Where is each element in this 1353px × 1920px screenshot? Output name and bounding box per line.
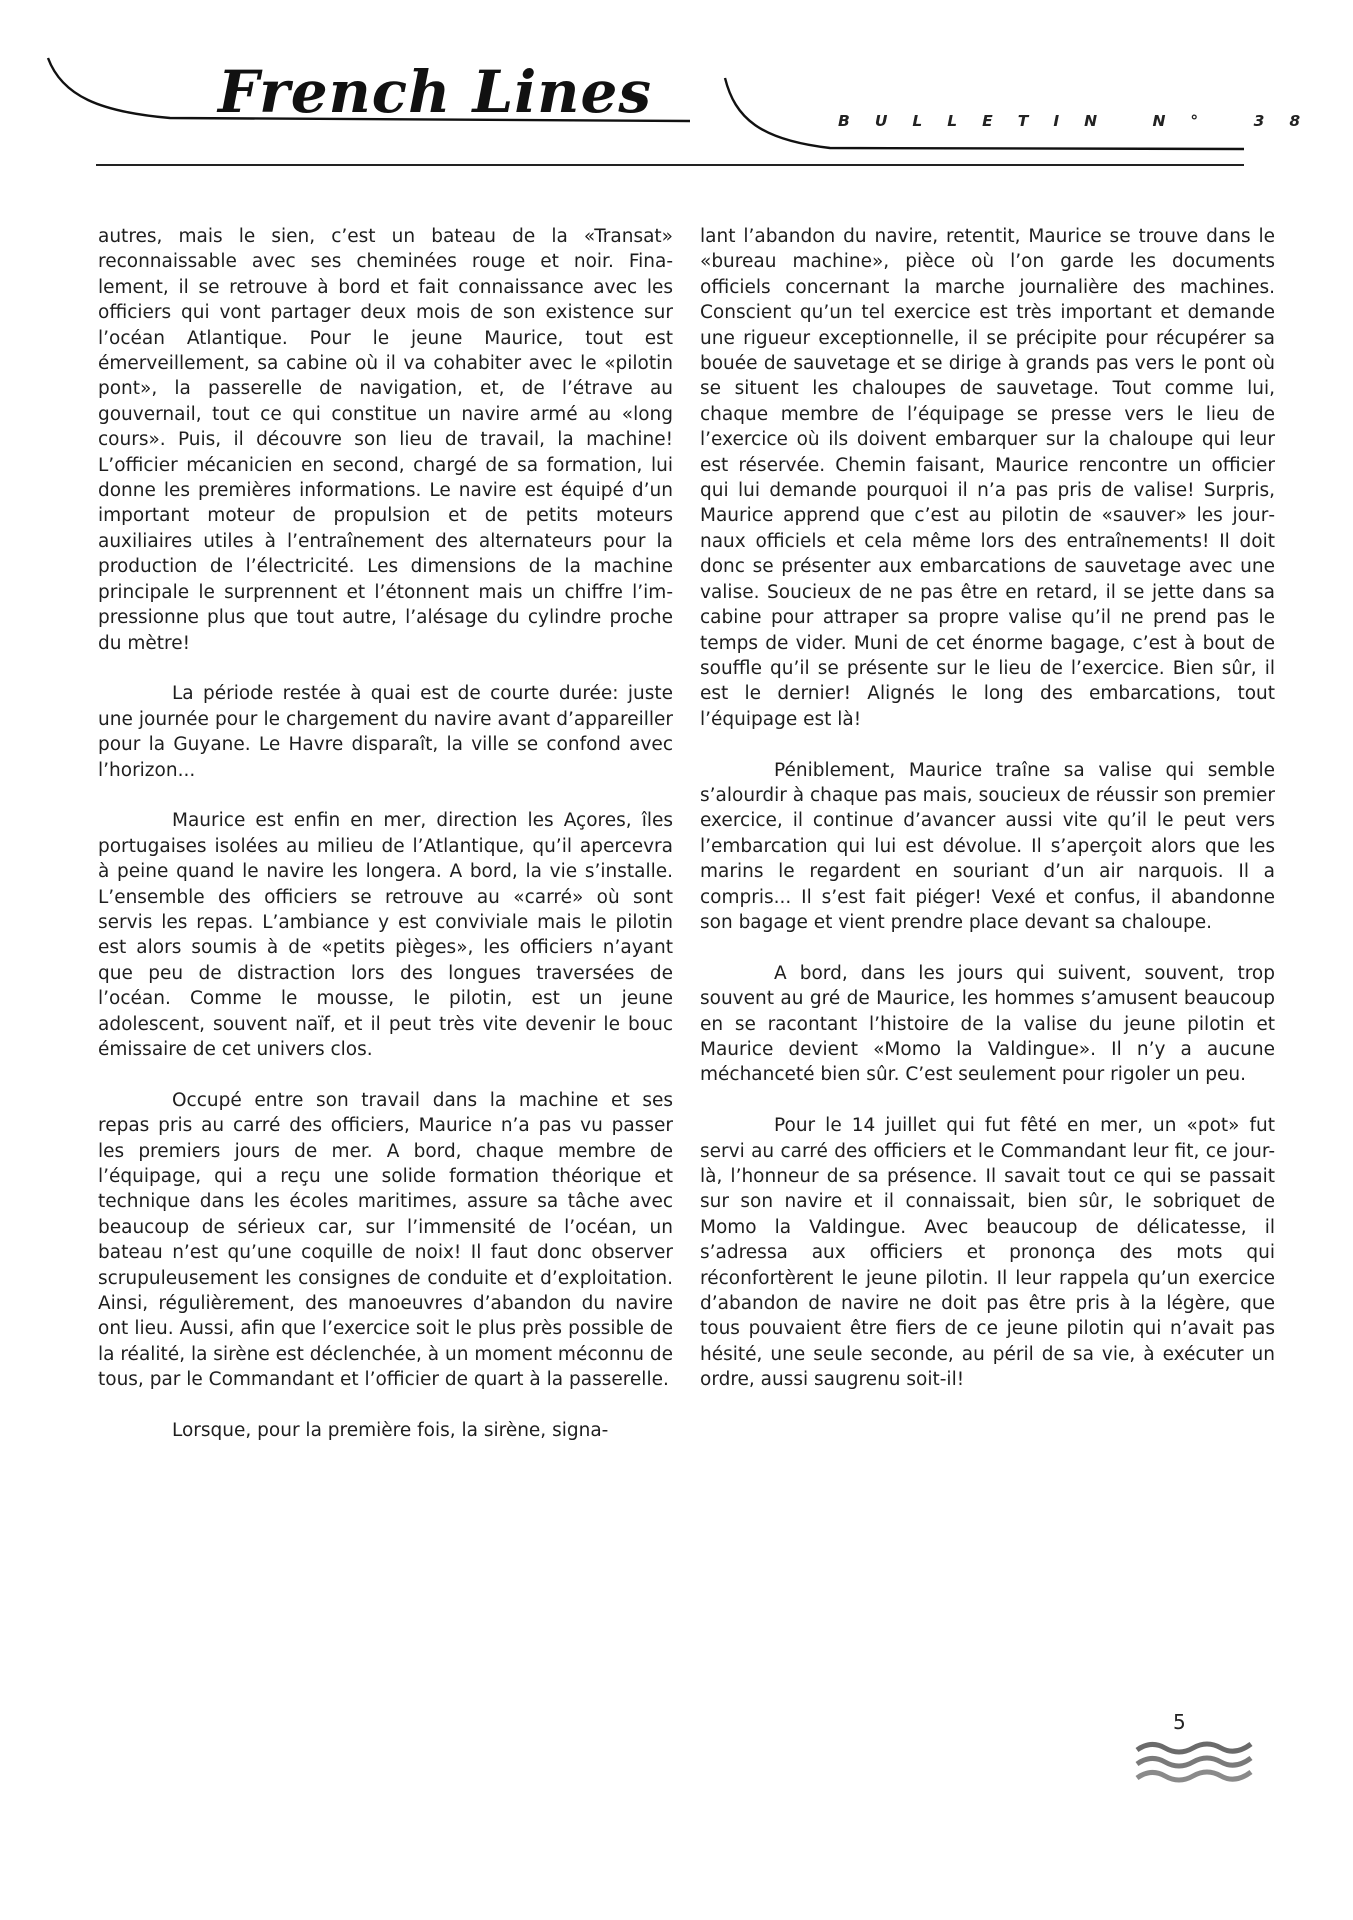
paragraph: Maurice est enfin en mer, direction les Açores, îles portugaises isolées au milieu de l’Atlantique, qu’il apercevra à peine quand le navire les longera. A bord, la vie s’installe. L’ensemble des officiers se retrouve au «carré» où sont servis les repas. L’ambiance y est conviviale mais le pilotin est alors soumis à de «petits pièges», les officiers n’ayant que peu de distraction lors des longues traversées de l’océan. Comme le mousse, le pilotin, est un jeune adolescent, souvent naïf, et il peut très vite devenir le bouc émissaire de cet univers clos. [98,810,673,1060]
left-column [98,224,673,1443]
paragraph: A bord, dans les jours qui suivent, souvent, trop souvent au gré de Maurice, les hommes s’amusent beaucoup en se racontant l’histoire de la valise du jeune pilotin et Maurice devient «Momo la Valdingue». Il n’y a aucune méchanceté bien sûr. C’est seulement pour rigoler un peu. [700,962,1275,1086]
french-lines-logo: French Lines [218,58,653,126]
right-column [700,224,1275,1393]
paragraph: Occupé entre son travail dans la machine et ses repas pris au carré des officiers, Maurice n’a pas vu passer les premiers jours de mer. A bord, chaque membre de l’équipage, qui a reçu une solide formation théorique et technique dans les écoles maritimes, assure sa tâche avec beaucoup de sérieux car, sur l’immensité de l’océan, un bateau n’est qu’une coquille de noix! Il faut donc observer scrupuleusement les consignes de conduite et d’exploitation. Ainsi, régulièrement, des manoeuvres d’abandon du navire ont lieu. Aussi, afin que l’exercice soit le plus près possible de la réalité, la sirène est déclenchée, à un moment méconnu de tous, par le Commandant et l’officier de quart à la passerelle. [98,1089,673,1391]
paragraph: Péniblement, Maurice traîne sa valise qui semble s’alourdir à chaque pas mais, soucieux de réussir son premier exercice, il continue d’avancer aussi vite qu’il le peut vers l’embarcation qui lui est dévolue. Il s’aperçoit alors que les marins le regardent en souriant d’un air narquois. Il a compris... Il s’est fait piéger! Vexé et confus, il abandonne son bagage et vient prendre place devant sa chaloupe. [700,759,1275,933]
paragraph: Pour le 14 juillet qui fut fêté en mer, un «pot» fut servi au carré des officiers et le Commandant leur fit, ce jour-là, l’honneur de sa présence. Il savait tout ce qui se passait sur son navire et il connaissait, bien sûr, le sobriquet de Momo la Valdingue. Avec beaucoup de délicatesse, il s’adressa aux officiers et prononça des mots qui réconfortèrent le jeune pilotin. Il leur rappela qu’un exercice d’abandon de navire ne doit pas être pris à la légère, que tous pouvaient être fiers de ce jeune pilotin qui n’avait pas hésité, une seule seconde, au péril de sa vie, à exécuter un ordre, aussi saugrenu soit-il! [700,1115,1275,1391]
page-number: 5 [1173,1710,1186,1734]
bulletin-number: BULLETIN N° 38 [838,112,1326,130]
waves-icon [1135,1738,1255,1788]
header-swoosh-lines [0,0,1353,180]
paragraph: La période restée à quai est de courte durée: juste une journée pour le chargement du navire avant d’appareiller pour la Guyane. Le Havre disparaît, la ville se confond avec l’horizon... [98,683,673,781]
paragraph: lant l’abandon du navire, retentit, Maurice se trouve dans le «bureau machine», pièce où l’on garde les documents officiels concernant la marche journalière des machines. Conscient qu’un tel exercice est très important et demande une rigueur exceptionnelle, il se précipite pour récupérer sa bouée de sauvetage et se dirige à grands pas vers le pont où se situent les chaloupes de sauvetage. Tout comme lui, chaque membre de l’équipage se presse vers le lieu de l’exercice où ils doivent embarquer sur la chaloupe qui leur est réservée. Chemin faisant, Maurice rencontre un officier qui lui demande pourquoi il n’a pas pris de valise! Surpris, Maurice apprend que c’est au pilotin de «sauver» les journaux officiels et cela même lors des entraînements! Il doit donc se présenter aux embarcations de sauvetage avec une valise. Soucieux de ne pas être en retard, il se jette dans sa cabine pour attraper sa propre valise qu’il ne prend pas le temps de vider. Muni de cet énorme bagage, c’est à bout de souffle qu’il se présente sur le lieu de l’exercice. Bien sûr, il est le dernier! Alignés le long des embarcations, tout l’équipage est là! [700,226,1275,730]
paragraph: Lorsque, pour la première fois, la sirène, signa- [172,1420,609,1442]
paragraph: autres, mais le sien, c’est un bateau de la «Transat» reconnaissable avec ses cheminées rouge et noir. Finalement, il se retrouve à bord et fait connaissance avec les officiers qui vont partager deux mois de son existence sur l’océan Atlantique. Pour le jeune Maurice, tout est émerveillement, sa cabine où il va cohabiter avec le «pilotin pont», la passerelle de navigation, et, de l’étrave au gouvernail, tout ce qui constitue un navire armé au «long cours». Puis, il découvre son lieu de travail, la machine! L’officier mécanicien en second, chargé de sa formation, lui donne les premières informations. Le navire est équipé d’un important moteur de propulsion et de petits moteurs auxiliaires utiles à l’entraînement des alternateurs pour la production de l’électricité. Les dimensions de la machine principale le surprennent et l’étonnent mais un chiffre l’impressionne plus que tout autre, l’alésage du cylindre proche du mètre! [98,226,673,654]
